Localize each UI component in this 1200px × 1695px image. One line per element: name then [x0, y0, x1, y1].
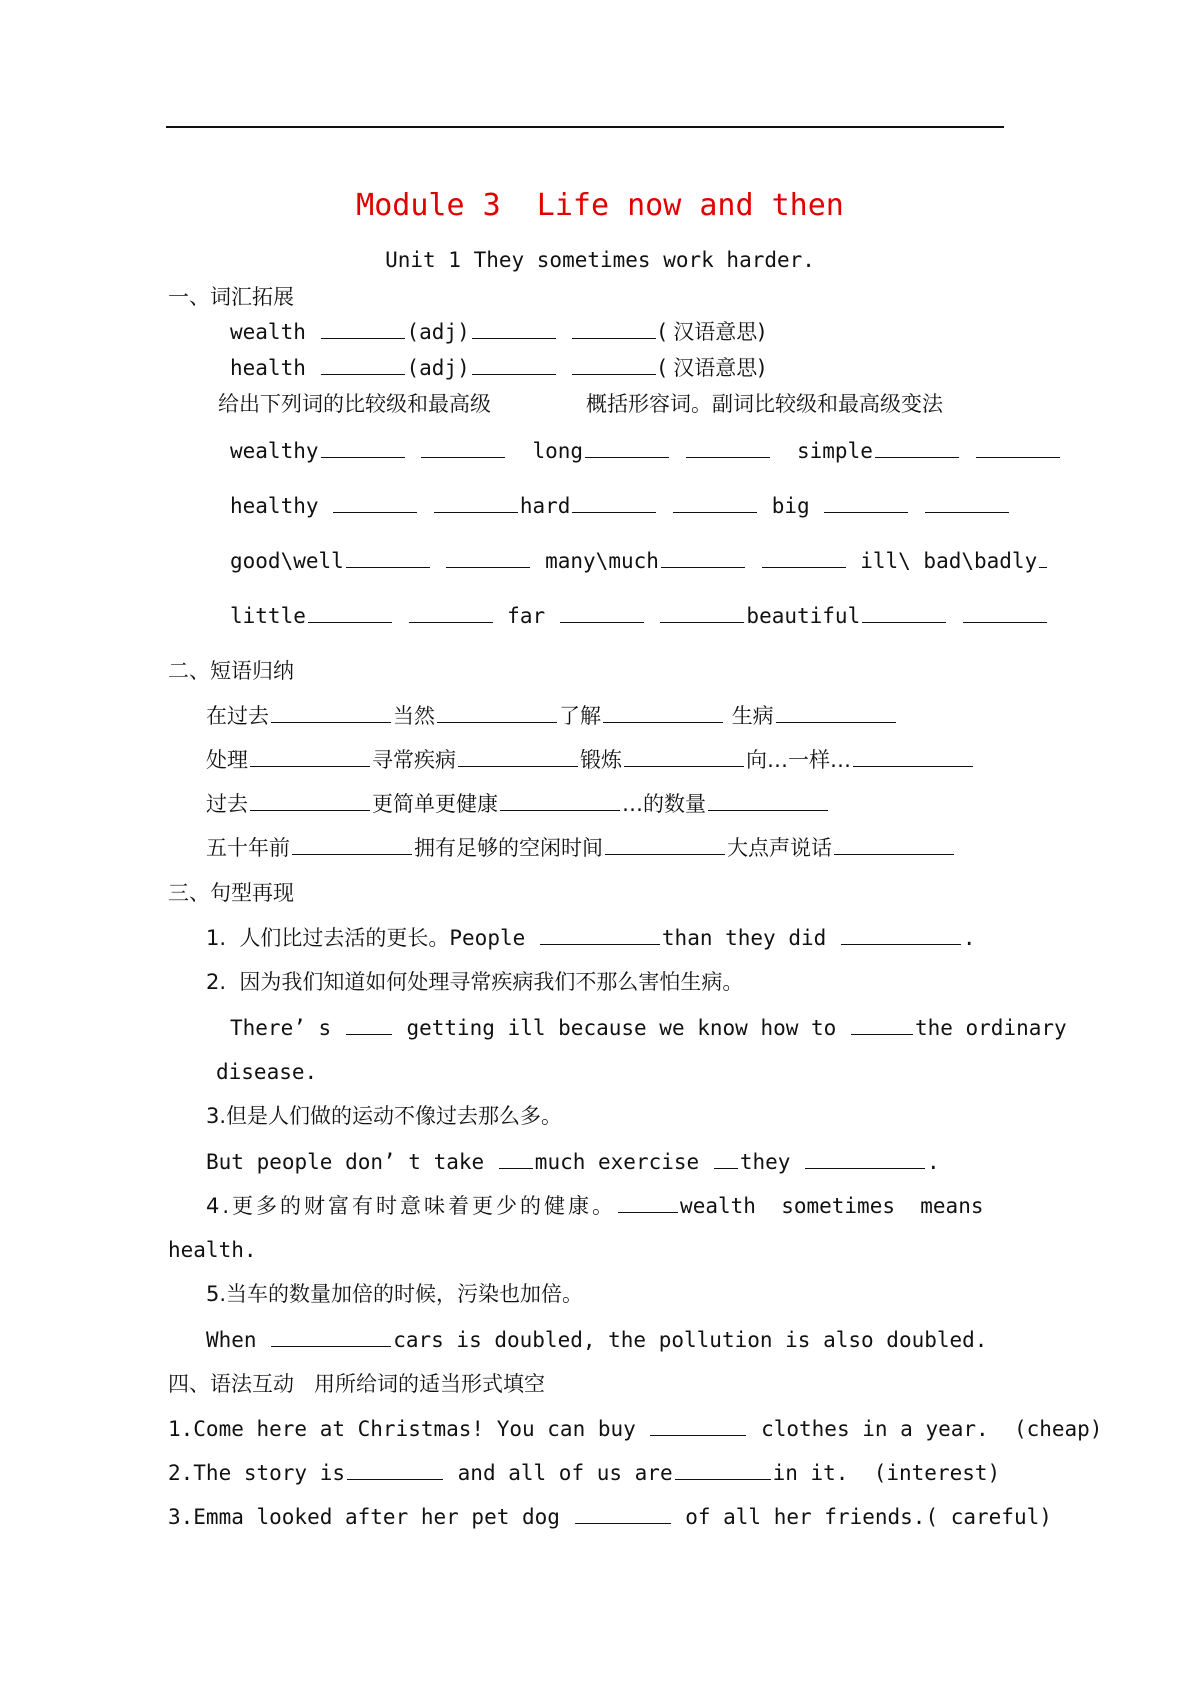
phrase-label: 生病: [731, 704, 774, 728]
comparison-word: healthy: [230, 494, 319, 518]
phrase-label: …的数量: [622, 792, 706, 816]
answer-blank[interactable]: [841, 926, 961, 945]
comparison-instruction-left: 给出下列词的比较级和最高级: [218, 392, 491, 416]
comparison-word: far: [507, 604, 546, 628]
section3-heading: 三、句型再现: [168, 881, 294, 905]
phrase-label: 过去: [206, 792, 248, 816]
answer-blank[interactable]: [925, 494, 1009, 513]
sentence-1: [206, 924, 976, 952]
answer-blank[interactable]: [824, 494, 908, 513]
sentence-english: than they did: [661, 926, 839, 950]
answer-blank[interactable]: [421, 439, 505, 458]
section2-heading: 二、短语归纳: [168, 659, 294, 683]
answer-blank[interactable]: [660, 604, 744, 623]
answer-blank[interactable]: [434, 494, 518, 513]
sentence-english: getting ill because we know how to: [393, 1016, 849, 1040]
sentence-2-chinese: 2. 因为我们知道如何处理寻常疾病我们不那么害怕生病。: [206, 970, 744, 994]
answer-blank[interactable]: [661, 549, 745, 568]
answer-blank[interactable]: [762, 549, 846, 568]
grammar-question-1: [168, 1415, 1102, 1443]
grammar-question-3: [168, 1503, 1052, 1531]
comparison-word: many\much: [545, 549, 659, 573]
answer-blank[interactable]: [585, 439, 669, 458]
answer-blank[interactable]: [963, 604, 1047, 623]
sentence-english: There’ s: [230, 1016, 344, 1040]
vocab-adj: (adj): [406, 356, 470, 380]
sentence-4: [206, 1192, 983, 1220]
vocab-word: wealth: [230, 320, 306, 344]
vocab-word: health: [230, 356, 306, 380]
section1-heading: 一、词汇拓展: [168, 285, 294, 309]
sentence-chinese: 4.更多的财富有时意味着更少的健康。: [206, 1194, 617, 1218]
answer-blank[interactable]: [250, 748, 370, 767]
sentence-2-continuation: disease.: [216, 1060, 318, 1084]
sentence-5-chinese: 5.当车的数量加倍的时候，污染也加倍。: [206, 1282, 584, 1306]
answer-blank[interactable]: [575, 1505, 671, 1524]
sentence-2-english: [230, 1014, 1067, 1042]
answer-blank[interactable]: [321, 356, 405, 375]
comparison-row-4: [230, 602, 1049, 630]
comparison-word: ill\ bad\badly: [860, 549, 1038, 573]
answer-blank[interactable]: [472, 320, 556, 339]
sentence-english: cars is doubled, the pollution is also doubled.: [393, 1328, 988, 1352]
sentence-3-english: [206, 1148, 940, 1176]
answer-blank[interactable]: [650, 1417, 746, 1436]
phrase-label: 大点声说话: [727, 836, 832, 860]
answer-blank[interactable]: [572, 320, 656, 339]
answer-blank[interactable]: [560, 604, 644, 623]
answer-blank[interactable]: [572, 494, 656, 513]
sentence-english: But people don’ t take: [206, 1150, 497, 1174]
answer-blank[interactable]: [1039, 549, 1047, 568]
phrase-label: 当然: [393, 704, 435, 728]
answer-blank[interactable]: [333, 494, 417, 513]
phrase-label: 五十年前: [206, 836, 290, 860]
question-text: 1.Come here at Christmas! You can buy: [168, 1417, 649, 1441]
answer-blank[interactable]: [446, 549, 530, 568]
question-text: 3.Emma looked after her pet dog: [168, 1505, 573, 1529]
answer-blank[interactable]: [624, 748, 744, 767]
answer-blank[interactable]: [853, 748, 973, 767]
phrase-label: 在过去: [206, 704, 269, 728]
phrase-row-4: [206, 834, 956, 862]
answer-blank[interactable]: [321, 320, 405, 339]
answer-blank[interactable]: [321, 439, 405, 458]
comparison-row-3: [230, 547, 1049, 575]
answer-blank[interactable]: [540, 926, 660, 945]
answer-blank[interactable]: [472, 356, 556, 375]
sentence-5-english: [206, 1326, 987, 1354]
page-subtitle: Unit 1 They sometimes work harder.: [385, 248, 815, 272]
grammar-question-2: [168, 1459, 1000, 1487]
question-text: of all her friends.( careful): [672, 1505, 1052, 1529]
comparison-word: good\well: [230, 549, 344, 573]
answer-blank[interactable]: [347, 1461, 443, 1480]
comparison-row-1: [230, 437, 1062, 465]
answer-blank[interactable]: [499, 1150, 533, 1169]
vocab-meaning: ( 汉语意思): [658, 356, 766, 380]
header-rule: [166, 126, 1004, 128]
answer-blank[interactable]: [250, 792, 370, 811]
answer-blank[interactable]: [618, 1194, 678, 1213]
answer-blank[interactable]: [776, 704, 896, 723]
answer-blank[interactable]: [686, 439, 770, 458]
comparison-word: little: [230, 604, 306, 628]
section4-heading: 四、语法互动 用所给词的适当形式填空: [168, 1372, 546, 1396]
answer-blank[interactable]: [271, 704, 391, 723]
answer-blank[interactable]: [851, 1016, 913, 1035]
phrase-label: 更简单更健康: [372, 792, 498, 816]
answer-blank[interactable]: [437, 704, 557, 723]
sentence-english: People: [449, 926, 538, 950]
sentence-chinese: 1. 人们比过去活的更长。: [206, 926, 450, 950]
answer-blank[interactable]: [675, 1461, 771, 1480]
question-text: and all of us are: [445, 1461, 673, 1485]
answer-blank[interactable]: [862, 604, 946, 623]
comparison-word: simple: [797, 439, 873, 463]
answer-blank[interactable]: [346, 549, 430, 568]
sentence-english: they: [739, 1150, 804, 1174]
answer-blank[interactable]: [673, 494, 757, 513]
phrase-row-3: [206, 790, 830, 818]
question-text: 2.The story is: [168, 1461, 346, 1485]
sentence-english: the ordinary: [914, 1016, 1067, 1040]
comparison-word: wealthy: [230, 439, 319, 463]
question-text: clothes in a year. (cheap): [748, 1417, 1103, 1441]
comparison-word: hard: [519, 494, 571, 518]
answer-blank[interactable]: [834, 836, 954, 855]
comparison-row-2: [230, 492, 1011, 520]
answer-blank[interactable]: [292, 836, 412, 855]
vocab-row-health: [230, 354, 765, 382]
sentence-4-continuation: health.: [168, 1238, 257, 1262]
answer-blank[interactable]: [805, 1150, 925, 1169]
answer-blank[interactable]: [572, 356, 656, 375]
phrase-label: 锻炼: [580, 748, 622, 772]
phrase-label: 了解: [559, 704, 601, 728]
answer-blank[interactable]: [708, 792, 828, 811]
comparison-word: beautiful: [746, 604, 861, 628]
vocab-row-wealth: [230, 318, 765, 346]
answer-blank[interactable]: [976, 439, 1060, 458]
answer-blank[interactable]: [308, 604, 392, 623]
answer-blank[interactable]: [500, 792, 620, 811]
answer-blank[interactable]: [346, 1016, 392, 1035]
phrase-row-1: [206, 702, 898, 730]
phrase-label: 向…一样…: [746, 748, 851, 772]
phrase-label: 拥有足够的空闲时间: [414, 836, 603, 860]
answer-blank[interactable]: [409, 604, 493, 623]
answer-blank[interactable]: [605, 836, 725, 855]
sentence-english: much exercise: [534, 1150, 712, 1174]
page-title: Module 3 Life now and then: [356, 188, 844, 223]
answer-blank[interactable]: [271, 1328, 391, 1347]
answer-blank[interactable]: [875, 439, 959, 458]
vocab-adj: (adj): [406, 320, 470, 344]
question-text: in it. (interest): [772, 1461, 1001, 1485]
answer-blank[interactable]: [458, 748, 578, 767]
comparison-instruction-right: 概括形容词。副词比较级和最高级变法: [586, 392, 943, 416]
comparison-word: big: [771, 494, 810, 518]
sentence-3-chinese: 3.但是人们做的运动不像过去那么多。: [206, 1104, 563, 1128]
vocab-meaning: ( 汉语意思): [658, 320, 766, 344]
sentence-english: wealth sometimes means: [680, 1194, 984, 1218]
phrase-label: 寻常疾病: [372, 748, 456, 772]
phrase-row-2: [206, 746, 975, 774]
sentence-english: When: [206, 1328, 270, 1352]
sentence-end: .: [962, 926, 976, 950]
answer-blank[interactable]: [714, 1150, 738, 1169]
answer-blank[interactable]: [603, 704, 723, 723]
phrase-label: 处理: [206, 748, 248, 772]
sentence-end: .: [927, 1150, 940, 1174]
comparison-word: long: [532, 439, 584, 463]
